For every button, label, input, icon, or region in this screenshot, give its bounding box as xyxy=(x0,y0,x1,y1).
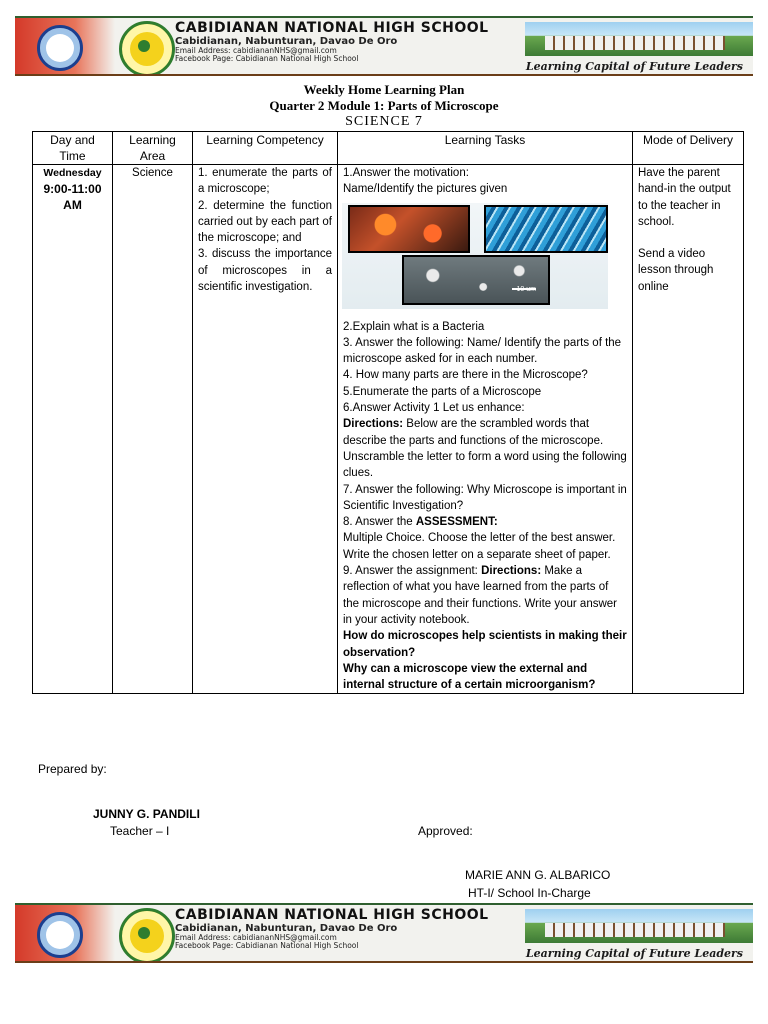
table-row xyxy=(33,165,744,694)
task-9-text: Make a reflection of what you have learned from the parts of the microscope and their functions. Write your answer in your activity notebook. xyxy=(343,565,617,626)
head-name: MARIE ANN G. ALBARICO xyxy=(465,868,611,882)
competency-cell xyxy=(193,165,338,694)
school-address: Cabidianan, Nabunturan, Davao De Oro xyxy=(175,36,398,47)
footer-banner xyxy=(15,903,753,963)
head-title: HT-I/ School In-Charge xyxy=(468,886,591,900)
school-motto: Learning Capital of Future Leaders xyxy=(522,947,747,960)
day-name: Wednesday xyxy=(43,167,102,179)
school-facebook: Facebook Page: Cabidianan National High School xyxy=(175,54,359,63)
header-mode-of-delivery: Mode of Delivery xyxy=(633,132,744,165)
competency-item: 2. determine the function carried out by each part of the microscope; and xyxy=(198,199,332,245)
learning-plan-table xyxy=(32,131,744,694)
task-1-heading: 1.Answer the motivation: xyxy=(343,167,469,179)
question-2: Why can a microscope view the external and internal structure of a certain microorganism? xyxy=(343,662,596,692)
school-building-image xyxy=(525,22,753,56)
delivery-mode-item: Have the parent hand-in the output to the teacher in school. xyxy=(638,167,731,228)
approved-label: Approved: xyxy=(418,824,473,838)
header-learning-area: Learning Area xyxy=(113,132,193,165)
day-time-cell xyxy=(33,165,113,694)
school-building-image xyxy=(525,909,753,943)
header-learning-competency: Learning Competency xyxy=(193,132,338,165)
teacher-name: JUNNY G. PANDILI xyxy=(93,807,200,821)
school-name: CABIDIANAN NATIONAL HIGH SCHOOL xyxy=(175,907,489,923)
school-name: CABIDIANAN NATIONAL HIGH SCHOOL xyxy=(175,20,489,36)
task-3: 3. Answer the following: Name/ Identify the parts of the microscope asked for in each number. xyxy=(343,336,622,366)
question-1: How do microscopes help scientists in making their observation? xyxy=(343,630,627,659)
directions-text: Below are the scrambled words that describe the parts and functions of the microscope. Unscramble the letter to form a word using the following clues. xyxy=(343,418,627,480)
banner-text xyxy=(175,907,515,950)
task-8-text: Multiple Choice. Choose the letter of the best answer. Write the chosen letter on a separate sheet of paper. xyxy=(343,532,616,561)
school-motto: Learning Capital of Future Leaders xyxy=(522,60,747,73)
competency-item: 1. enumerate the parts of a microscope; xyxy=(198,167,332,196)
directions-label: Directions: xyxy=(343,418,404,431)
school-address: Cabidianan, Nabunturan, Davao De Oro xyxy=(175,923,398,934)
school-facebook: Facebook Page: Cabidianan National High School xyxy=(175,941,359,950)
task-9-lead: 9. Answer the assignment: xyxy=(343,565,482,578)
prepared-by-label: Prepared by: xyxy=(38,762,107,776)
task-4: 4. How many parts are there in the Microscope? xyxy=(343,369,588,382)
school-email: Email Address: cabidiananNHS@gmail.com xyxy=(175,46,337,55)
task-9-bold: Directions: xyxy=(481,565,542,578)
banner-text xyxy=(175,20,515,63)
bacteria-image-2 xyxy=(484,205,608,253)
bacteria-image-3 xyxy=(402,255,550,305)
task-7: 7. Answer the following: Why Microscope is important in Scientific Investigation? xyxy=(343,483,627,512)
learning-area-cell: Science xyxy=(113,165,193,694)
doc-subtitle: Quarter 2 Module 1: Parts of Microscope xyxy=(269,98,499,113)
task-2: 2.Explain what is a Bacteria xyxy=(343,320,485,333)
subject-title: SCIENCE 7 xyxy=(345,114,423,129)
school-email: Email Address: cabidiananNHS@gmail.com xyxy=(175,933,337,942)
delivery-mode-item: Send a video lesson through online xyxy=(638,248,714,293)
school-seal-icon xyxy=(119,21,175,76)
table-header-row xyxy=(33,132,744,165)
mode-of-delivery-cell xyxy=(633,165,744,694)
header-banner xyxy=(15,16,753,76)
task-9 xyxy=(343,563,627,628)
scale-label: 10 um xyxy=(516,286,536,294)
competency-item: 3. discuss the importance of microscopes in a scientific investigation. xyxy=(198,248,332,294)
deped-seal-icon xyxy=(37,25,83,71)
header-day-time: Day and Time xyxy=(33,132,113,165)
header-learning-tasks: Learning Tasks xyxy=(338,132,633,165)
task-8-lead: 8. Answer the xyxy=(343,516,416,529)
motivation-pictures xyxy=(342,203,608,309)
deped-seal-icon xyxy=(37,912,83,958)
task-5: 5.Enumerate the parts of a Microscope xyxy=(343,385,542,398)
task-6: 6.Answer Activity 1 Let us enhance: xyxy=(343,402,525,415)
teacher-title: Teacher – I xyxy=(110,824,170,838)
school-seal-icon xyxy=(119,908,175,963)
task-6-directions xyxy=(343,416,627,481)
learning-tasks-cell xyxy=(338,165,633,694)
bacteria-image-1 xyxy=(348,205,470,253)
task-8-bold: ASSESSMENT: xyxy=(415,516,498,529)
task-1-instruction: Name/Identify the pictures given xyxy=(343,183,508,196)
day-time: 9:00-11:00 AM xyxy=(43,182,102,213)
doc-title: Weekly Home Learning Plan xyxy=(303,82,465,97)
task-8 xyxy=(343,514,627,530)
